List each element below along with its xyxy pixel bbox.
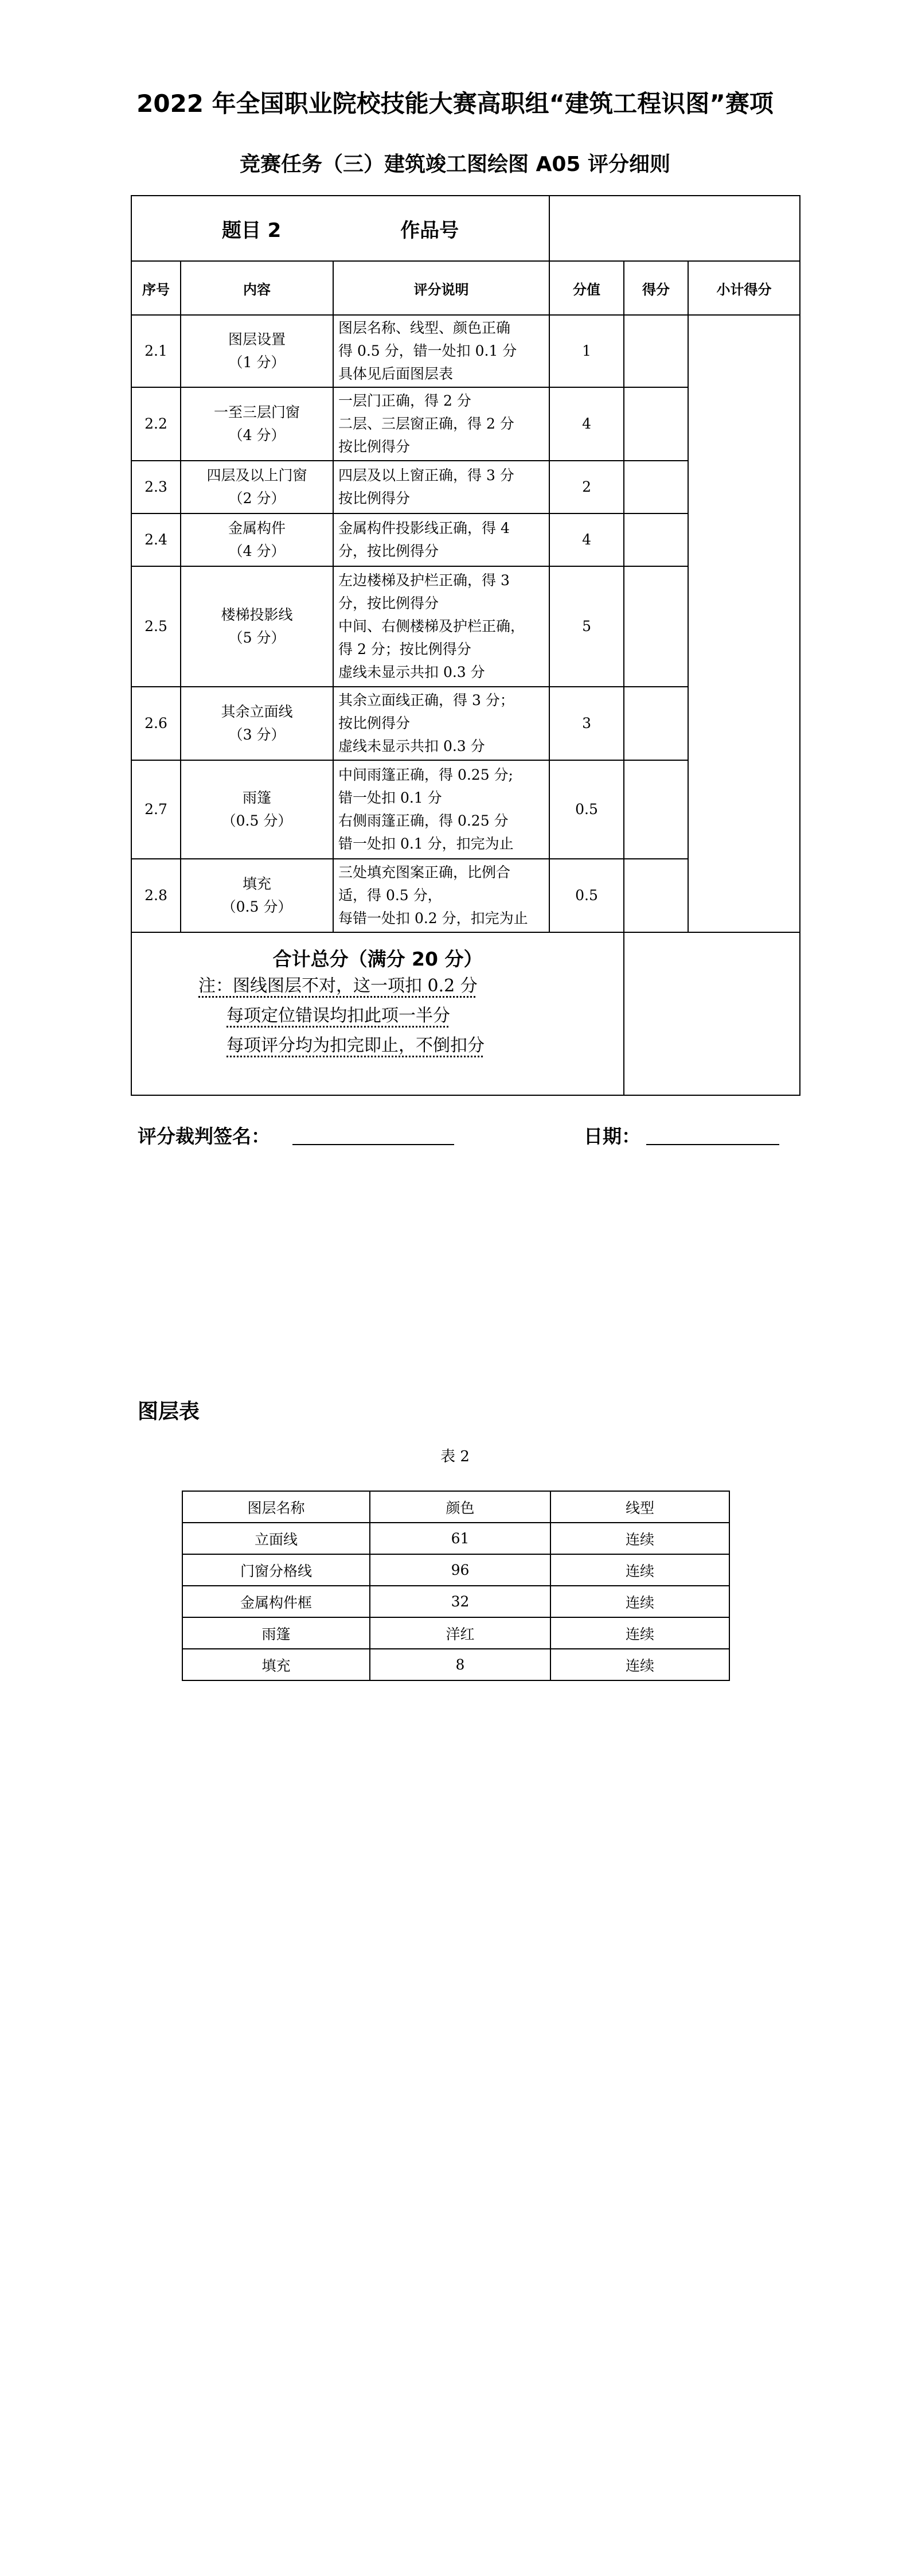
col-header-value: 分值	[549, 261, 624, 315]
item-score-cell[interactable]	[624, 859, 688, 932]
item-number: 2.7	[131, 760, 181, 859]
layer-linetype: 连续	[550, 1617, 729, 1649]
note-line: 每项定位错误均扣此项一半分	[226, 1006, 450, 1026]
item-content-line: （4 分）	[228, 543, 286, 559]
item-description-line: 图层名称、线型、颜色正确	[338, 320, 511, 336]
item-description-line: 中间、右侧楼梯及护栏正确，	[338, 618, 525, 635]
table-caption: 表 2	[440, 1448, 470, 1465]
item-value: 1	[549, 315, 624, 387]
layer-color: 96	[370, 1554, 550, 1586]
judge-signature-field[interactable]	[292, 1123, 454, 1145]
col-header-content: 内容	[181, 261, 333, 315]
layer-row	[182, 1586, 729, 1617]
item-score-cell[interactable]	[624, 315, 688, 387]
layer-linetype: 连续	[550, 1649, 729, 1680]
item-content	[181, 859, 333, 932]
item-content-line: （0.5 分）	[221, 898, 292, 915]
item-description-line: 分，按比例得分	[338, 543, 439, 559]
date-field[interactable]	[646, 1123, 779, 1145]
note-line: 每项评分均为扣完即止，不倒扣分	[226, 1036, 485, 1056]
total-cell	[131, 932, 624, 1095]
item-number: 2.3	[131, 461, 181, 513]
item-content	[181, 387, 333, 461]
item-description-line: 得 0.5 分，错一处扣 0.1 分	[338, 343, 517, 359]
layer-name: 雨篷	[182, 1617, 370, 1649]
layer-name: 立面线	[182, 1523, 370, 1554]
layer-color: 8	[370, 1649, 550, 1680]
layer-linetype: 连续	[550, 1523, 729, 1554]
score-table-header-row	[131, 261, 800, 315]
layer-row	[182, 1617, 729, 1649]
item-description-line: 三处填充图案正确，比例合	[338, 864, 511, 881]
item-content-line: （1 分）	[228, 354, 286, 371]
work-number-value[interactable]	[549, 196, 800, 261]
item-score-cell[interactable]	[624, 513, 688, 566]
item-content	[181, 687, 333, 760]
item-number: 2.2	[131, 387, 181, 461]
item-description	[333, 513, 549, 566]
score-table-total-row	[131, 932, 800, 1095]
layer-row	[182, 1523, 729, 1554]
score-table	[131, 195, 800, 1096]
item-content-line: 楼梯投影线	[221, 606, 293, 623]
topic-cell	[131, 196, 549, 261]
item-content-line: 雨篷	[242, 789, 271, 806]
subtotal-cell[interactable]	[688, 315, 800, 932]
item-description-line: 适，得 0.5 分，	[338, 887, 442, 904]
item-description	[333, 315, 549, 387]
item-description	[333, 461, 549, 513]
item-content-line: （0.5 分）	[221, 812, 292, 829]
item-description-line: 四层及以上窗正确，得 3 分	[338, 467, 514, 484]
item-score-cell[interactable]	[624, 387, 688, 461]
item-description-line: 右侧雨篷正确，得 0.25 分	[338, 812, 509, 829]
note-line: 注：图线图层不对，这一项扣 0.2 分	[198, 976, 478, 996]
item-description	[333, 687, 549, 760]
document-subtitle: 竞赛任务（三）建筑竣工图绘图 A05 评分细则	[239, 153, 671, 176]
score-table-topic-row	[131, 196, 800, 261]
item-description-line: 错一处扣 0.1 分，扣完为止	[338, 835, 514, 852]
item-value: 5	[549, 566, 624, 687]
item-content-line: 四层及以上门窗	[206, 467, 307, 484]
layer-col-header-name: 图层名称	[182, 1491, 370, 1523]
item-content-line: 金属构件	[228, 520, 286, 536]
judge-signature-label: 评分裁判签名：	[138, 1125, 270, 1147]
item-description	[333, 387, 549, 461]
item-score-cell[interactable]	[624, 760, 688, 859]
item-description-line: 按比例得分	[338, 438, 411, 455]
layer-name: 门窗分格线	[182, 1554, 370, 1586]
item-value: 0.5	[549, 760, 624, 859]
item-number: 2.4	[131, 513, 181, 566]
date-label: 日期：	[584, 1125, 640, 1147]
item-content	[181, 566, 333, 687]
item-content-line: 图层设置	[228, 331, 286, 348]
layer-linetype: 连续	[550, 1554, 729, 1586]
item-description-line: 虚线未显示共扣 0.3 分	[338, 664, 485, 680]
layer-table	[182, 1491, 730, 1681]
col-header-description: 评分说明	[333, 261, 549, 315]
document-title: 2022 年全国职业院校技能大赛高职组“建筑工程识图”赛项	[136, 90, 774, 118]
col-header-subtotal: 小计得分	[688, 261, 800, 315]
layer-row	[182, 1649, 729, 1680]
item-description-line: 每错一处扣 0.2 分，扣完为止	[338, 910, 528, 927]
item-number: 2.5	[131, 566, 181, 687]
item-number: 2.1	[131, 315, 181, 387]
item-content	[181, 513, 333, 566]
item-description	[333, 566, 549, 687]
item-description-line: 其余立面线正确，得 3 分；	[338, 692, 514, 709]
work-number-label: 作品号	[400, 219, 459, 242]
item-content	[181, 461, 333, 513]
item-value: 2	[549, 461, 624, 513]
item-number: 2.8	[131, 859, 181, 932]
layer-col-header-linetype: 线型	[550, 1491, 729, 1523]
item-description-line: 按比例得分	[338, 715, 411, 731]
item-description-line: 虚线未显示共扣 0.3 分	[338, 738, 485, 754]
item-value: 0.5	[549, 859, 624, 932]
layer-table-header-row	[182, 1491, 729, 1523]
item-description-line: 一层门正确，得 2 分	[338, 392, 471, 409]
item-number: 2.6	[131, 687, 181, 760]
item-content-line: （2 分）	[228, 490, 286, 507]
item-description	[333, 760, 549, 859]
col-header-score: 得分	[624, 261, 688, 315]
layer-color: 61	[370, 1523, 550, 1554]
item-value: 4	[549, 513, 624, 566]
layer-color: 32	[370, 1586, 550, 1617]
item-value: 3	[549, 687, 624, 760]
total-score-cell[interactable]	[624, 932, 800, 1095]
item-content-line: 其余立面线	[221, 703, 293, 720]
item-content-line: 一至三层门窗	[213, 404, 300, 421]
item-description	[333, 859, 549, 932]
item-content-line: 填充	[242, 875, 271, 892]
item-content-line: （5 分）	[228, 629, 286, 646]
item-score-cell[interactable]	[624, 687, 688, 760]
item-content-line: （3 分）	[228, 726, 286, 743]
item-value: 4	[549, 387, 624, 461]
total-label: 合计总分（满分 20 分）	[272, 948, 483, 970]
layer-name: 金属构件框	[182, 1586, 370, 1617]
item-content-line: （4 分）	[228, 427, 286, 443]
col-header-no: 序号	[131, 261, 181, 315]
item-description-line: 按比例得分	[338, 490, 411, 507]
item-score-cell[interactable]	[624, 566, 688, 687]
layer-section-heading: 图层表	[138, 1400, 200, 1423]
layer-row	[182, 1554, 729, 1586]
item-description-line: 得 2 分；按比例得分	[338, 641, 471, 657]
layer-name: 填充	[182, 1649, 370, 1680]
item-description-line: 金属构件投影线正确，得 4	[338, 520, 510, 536]
item-description-line: 错一处扣 0.1 分	[338, 789, 442, 806]
item-description-line: 具体见后面图层表	[338, 365, 454, 382]
item-description-line: 中间雨篷正确，得 0.25 分;	[338, 766, 513, 783]
item-description-line: 左边楼梯及护栏正确，得 3	[338, 572, 510, 589]
item-content	[181, 315, 333, 387]
item-description-line: 分，按比例得分	[338, 595, 439, 612]
item-score-cell[interactable]	[624, 461, 688, 513]
topic-label: 题目 2	[221, 219, 282, 242]
layer-linetype: 连续	[550, 1586, 729, 1617]
score-row	[131, 315, 800, 387]
layer-col-header-color: 颜色	[370, 1491, 550, 1523]
item-content	[181, 760, 333, 859]
item-description-line: 二层、三层窗正确，得 2 分	[338, 415, 514, 432]
layer-color: 洋红	[370, 1617, 550, 1649]
